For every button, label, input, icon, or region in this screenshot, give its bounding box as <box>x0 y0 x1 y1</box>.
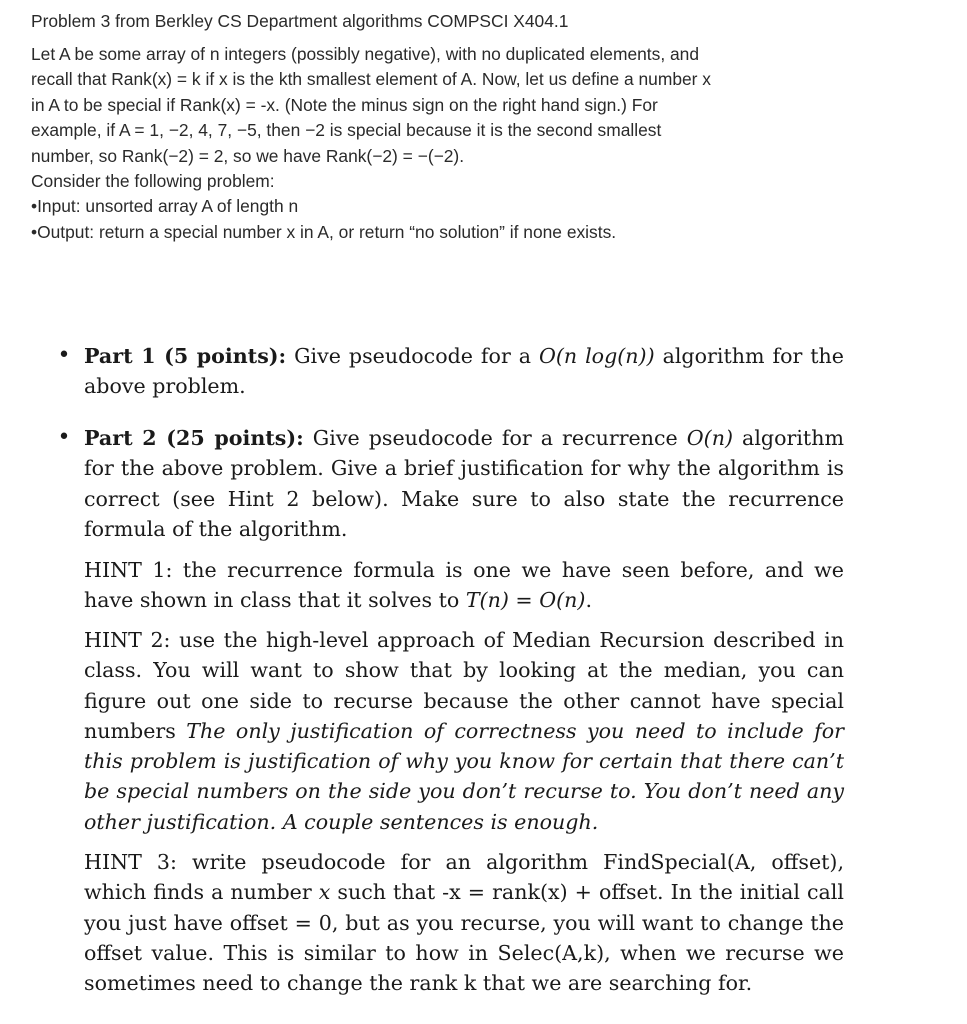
part-1-item <box>57 341 844 402</box>
bullet-icon: • <box>57 425 71 450</box>
part-1-body-post: algorithm for the above problem. <box>84 344 844 399</box>
hint-2 <box>84 625 844 837</box>
part-2-body-post: algorithm for the above problem. Give a brief justification for why the algorithm is correct (see Hint 2 below). Make sure to also state the recurrence formula of the algorithm. <box>84 426 844 541</box>
hint-1-math: T(n) = O(n) <box>465 588 586 613</box>
intro-consider: Consider the following problem: <box>31 171 275 192</box>
hint-3 <box>84 847 844 998</box>
hint-2-pre: HINT 2: use the high-level approach of Median Recursion described in class. You will want to show that by looking at the median, you can figure out one side to recurse because the other cannot have special numbers <box>84 628 844 743</box>
hint-1-post: . <box>585 588 592 613</box>
problem-title: Problem 3 from Berkley CS Department algorithms COMPSCI X404.1 <box>31 11 569 31</box>
part-1-text <box>84 341 844 402</box>
part-2-heading: Part 2 (25 points): <box>84 426 304 450</box>
intro-output-line: •Output: return a special number x in A, or return “no solution” if none exists. <box>31 221 617 242</box>
intro-input-line: •Input: unsorted array A of length n <box>31 196 299 217</box>
part-1-body-pre: Give pseudocode for a <box>286 344 539 368</box>
part-2-math: O(n) <box>686 426 733 450</box>
intro-paragraph: Let A be some array of n integers (possibly negative), with no duplicated elements, and recall that Rank(x) = k if x is the kth smallest element of A. Now, let us define a number x in A to be special if Rank(x) = -x. (Note the minus sign on the right hand sign.) For example, if A = 1, −2, 4, 7, −5, then −2 is special because it is the second smallest number, so Rank(−2) = 2, so we have Rank(−2) = −(−2). <box>31 44 711 166</box>
hint-3-post: such that -x = rank(x) + offset. In the initial call you just have offset = 0, but as you recurse, you will want to change the offset value. This is similar to how in Selec(A,k), when we recurse we sometimes need to change the rank k that we are searching for. <box>84 880 844 996</box>
part-2-item <box>57 423 844 544</box>
hint-1 <box>84 555 844 616</box>
bullet-icon: • <box>57 343 71 368</box>
part-2-text <box>84 423 844 544</box>
hint-3-pre: HINT 3: write pseudocode for an algorithm FindSpecial(A, offset), which finds a number <box>84 850 844 905</box>
part-1-math: O(n log(n)) <box>538 344 655 368</box>
hint-1-pre: HINT 1: the recurrence formula is one we have seen before, and we have shown in class that it solves to <box>84 558 844 613</box>
part-1-heading: Part 1 (5 points): <box>84 344 287 368</box>
hint-2-italic: The only justification of correctness you need to include for this problem is justification of why you know for certain that there can’t be special numbers on the side you don’t recurse to. You don’t need any other justification. A couple sentences is enough. <box>84 718 845 834</box>
hint-3-var: x <box>318 880 331 905</box>
problem-intro <box>31 42 711 245</box>
part-2-body-pre: Give pseudocode for a recurrence <box>303 426 687 450</box>
